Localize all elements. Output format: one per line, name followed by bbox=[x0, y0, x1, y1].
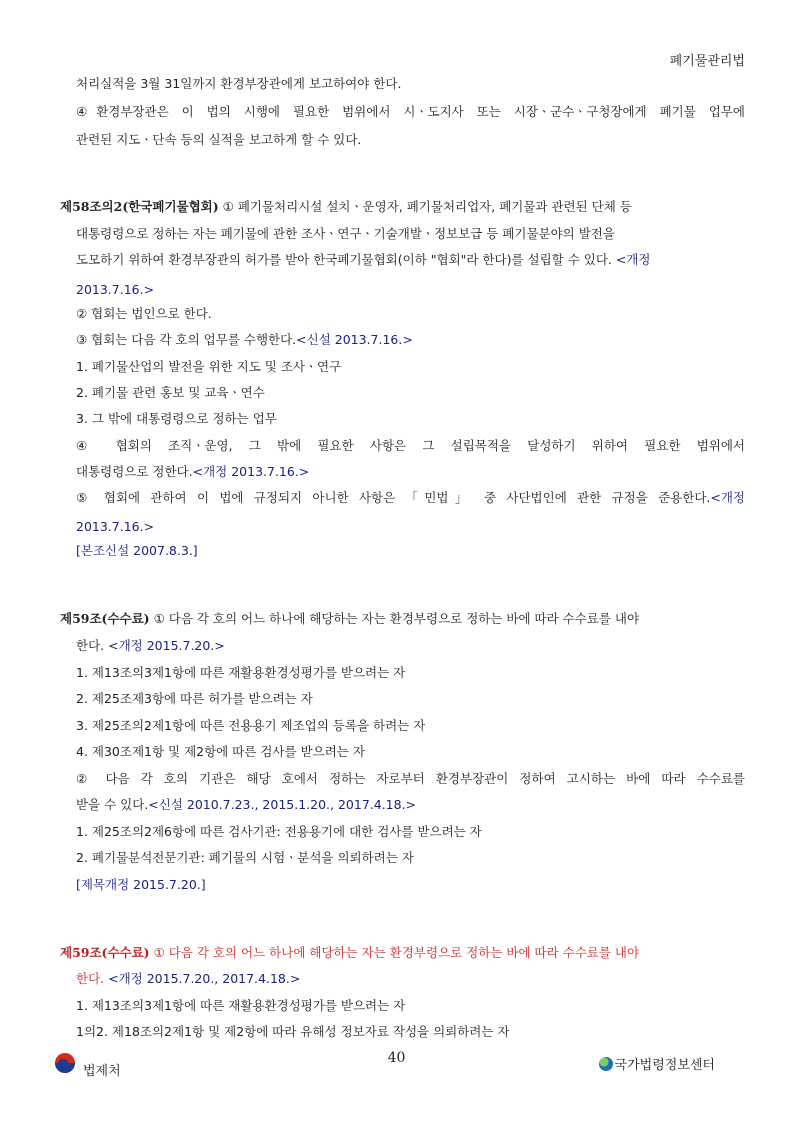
list-item: 1의2. 제18조의2제1항 및 제2항에 따라 유해성 정보자료 작성을 의뢰하려는 자 bbox=[76, 1024, 510, 1039]
text-line: 도모하기 위하여 환경부장관의 허가를 받아 한국폐기물협회(이하 "협회"라 한다)를 설립할 수 있다. <개정 bbox=[76, 252, 651, 267]
text-line: 대통령령으로 정한다.<개정 2013.7.16.> bbox=[76, 464, 310, 479]
text-line bbox=[76, 282, 154, 298]
text-line bbox=[76, 519, 154, 535]
list-item: 1. 제13조의3제1항에 따른 재활용환경성평가를 받으려는 자 bbox=[76, 665, 406, 680]
page-number: 40 bbox=[387, 1050, 406, 1066]
amendment-note: <개정 2015.7.20., 2017.4.18.> bbox=[108, 971, 301, 986]
footer-left-label: 법제처 bbox=[83, 1064, 121, 1079]
list-item: 2. 폐기물 관련 홍보 및 교육ㆍ연수 bbox=[76, 385, 265, 400]
amendment-note: <신설 2013.7.16.> bbox=[296, 332, 413, 347]
text-line: 관련된 지도ㆍ단속 등의 실적을 보고하게 할 수 있다. bbox=[76, 132, 362, 147]
text-line: ③ 협회는 다음 각 호의 업무를 수행한다.<신설 2013.7.16.> bbox=[76, 332, 413, 347]
list-item: 1. 폐기물산업의 발전을 위한 지도 및 조사ㆍ연구 bbox=[76, 359, 342, 374]
amendment-note: 2013.7.16.> bbox=[76, 282, 155, 297]
list-item: 2. 폐기물분석전문기관: 폐기물의 시험ㆍ분석을 의뢰하려는 자 bbox=[76, 850, 414, 865]
list-item: 1. 제25조의2제6항에 따른 검사기관: 전용용기에 대한 검사를 받으려는 자 bbox=[76, 824, 482, 839]
amendment-note: <개정 2013.7.16.> bbox=[192, 464, 310, 479]
article-title: 제59조(수수료) bbox=[60, 945, 150, 960]
header-title: 폐기물관리법 bbox=[669, 54, 745, 69]
article-59-future-heading: 제59조(수수료) ① 다음 각 호의 어느 하나에 해당하는 자는 환경부령으로 정하는 바에 따라 수수료를 내야 bbox=[60, 945, 640, 960]
text-line: ② 다음 각 호의 기관은 해당 호에서 정하는 자로부터 환경부장관이 정하여 고시하는 바에 따라 수수료를 bbox=[76, 771, 745, 786]
list-item: 2. 제25조제3항에 따른 허가를 받으려는 자 bbox=[76, 691, 313, 706]
article-59-heading: 제59조(수수료) ① 다음 각 호의 어느 하나에 해당하는 자는 환경부령으로 정하는 바에 따라 수수료를 내야 bbox=[60, 611, 640, 626]
amendment-note: <개정 2015.7.20.> bbox=[108, 638, 225, 653]
text-line: ④ 협회의 조직ㆍ운영, 그 밖에 필요한 사항은 그 설립목적을 달성하기 위하여 필요한 범위에서 bbox=[76, 438, 745, 453]
list-item: 4. 제30조제1항 및 제2항에 따른 검사를 받으려는 자 bbox=[76, 744, 365, 759]
text-line: 한다. <개정 2015.7.20.> bbox=[76, 638, 225, 653]
text-line: 대통령령으로 정하는 자는 폐기물에 관한 조사ㆍ연구ㆍ기술개발ㆍ정보보급 등 폐기물분야의 발전을 bbox=[76, 226, 615, 241]
text-line: 한다. <개정 2015.7.20., 2017.4.18.> bbox=[76, 971, 301, 986]
text-line bbox=[76, 543, 198, 559]
amendment-note: 2013.7.16.> bbox=[76, 519, 155, 534]
list-item: 1. 제13조의3제1항에 따른 재활용환경성평가를 받으려는 자 bbox=[76, 998, 406, 1013]
article-title: 제58조의2(한국폐기물협회) bbox=[60, 199, 219, 214]
footer-right-label: 국가법령정보센터 bbox=[614, 1058, 715, 1073]
amendment-note: <신설 2010.7.23., 2015.1.20., 2017.4.18.> bbox=[148, 797, 417, 812]
text-line: 받을 수 있다.<신설 2010.7.23., 2015.1.20., 2017.4.18.> bbox=[76, 797, 417, 812]
article-title: 제59조(수수료) bbox=[60, 611, 150, 626]
globe-logo-icon bbox=[599, 1057, 613, 1071]
text-line bbox=[76, 877, 206, 893]
list-item: 3. 그 밖에 대통령령으로 정하는 업무 bbox=[76, 411, 277, 426]
text-line: ⑤ 협회에 관하여 이 법에 규정되지 아니한 사항은 「민법」 중 사단법인에 관한 규정을 준용한다.<개정 bbox=[76, 490, 745, 505]
amendment-note: <개정 bbox=[710, 490, 745, 505]
amendment-note: <개정 bbox=[611, 252, 651, 267]
article-58-2-heading: 제58조의2(한국폐기물협회) ① 폐기물처리시설 설치ㆍ운영자, 폐기물처리업자, 폐기물과 관련된 단체 등 bbox=[60, 199, 632, 214]
amendment-note: [제목개정 2015.7.20.] bbox=[76, 877, 206, 892]
list-item: 3. 제25조의2제1항에 따른 전용용기 제조업의 등록을 하려는 자 bbox=[76, 718, 426, 733]
footer-right bbox=[599, 1054, 715, 1073]
amendment-note: [본조신설 2007.8.3.] bbox=[76, 543, 198, 558]
text-line: ④환경부장관은 이 법의 시행에 필요한 범위에서 시ㆍ도지사 또는 시장ㆍ군수ㆍ구청장에게 폐기물 업무에 bbox=[76, 104, 745, 119]
text-line: 처리실적을 3월 31일까지 환경부장관에게 보고하여야 한다. bbox=[76, 76, 402, 91]
text-line: ② 협회는 법인으로 한다. bbox=[76, 306, 212, 321]
